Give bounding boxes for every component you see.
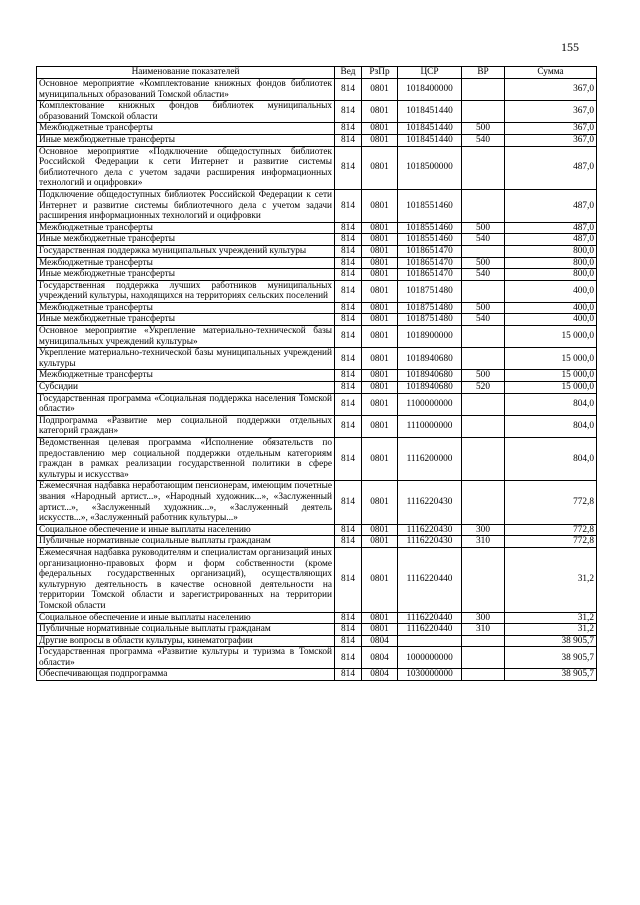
- row-name: Субсидии: [37, 382, 335, 394]
- row-vr: 540: [462, 314, 505, 326]
- row-ved: 814: [335, 326, 362, 348]
- row-rzpr: 0801: [362, 624, 398, 636]
- table-row: [37, 269, 597, 281]
- row-sum: 400,0: [505, 314, 597, 326]
- table-row: [37, 415, 597, 437]
- table-row: [37, 370, 597, 382]
- col-header-rzpr: РзПр: [362, 67, 398, 79]
- row-csr: 1018451440: [398, 134, 462, 146]
- row-ved: 814: [335, 189, 362, 222]
- row-ved: 814: [335, 370, 362, 382]
- row-name: Публичные нормативные социальные выплаты гражданам: [37, 624, 335, 636]
- col-header-ved: Вед: [335, 67, 362, 79]
- row-csr: 1116220440: [398, 547, 462, 612]
- row-name: Основное мероприятие «Укрепление материально-технической базы муниципальных учреждений культуры»: [37, 326, 335, 348]
- row-sum: 772,8: [505, 536, 597, 548]
- row-ved: 814: [335, 415, 362, 437]
- table-row: [37, 393, 597, 415]
- row-sum: 800,0: [505, 257, 597, 269]
- row-csr: 1116220430: [398, 481, 462, 524]
- row-sum: 487,0: [505, 234, 597, 246]
- row-vr: 310: [462, 624, 505, 636]
- table-header: [37, 67, 597, 79]
- row-rzpr: 0804: [362, 635, 398, 647]
- row-sum: 15 000,0: [505, 348, 597, 370]
- row-rzpr: 0804: [362, 669, 398, 681]
- row-vr: [462, 245, 505, 257]
- row-rzpr: 0801: [362, 314, 398, 326]
- header-row: [37, 67, 597, 79]
- table-row: [37, 101, 597, 123]
- row-sum: 15 000,0: [505, 382, 597, 394]
- row-rzpr: 0801: [362, 245, 398, 257]
- row-name: Межбюджетные трансферты: [37, 302, 335, 314]
- row-ved: 814: [335, 269, 362, 281]
- row-ved: 814: [335, 481, 362, 524]
- row-vr: [462, 326, 505, 348]
- table-row: [37, 257, 597, 269]
- row-name: Государственная поддержка лучших работников муниципальных учреждений культуры, находящихся на территориях сельских поселений: [37, 280, 335, 302]
- row-csr: 1018651470: [398, 245, 462, 257]
- table-row: [37, 612, 597, 624]
- row-rzpr: 0801: [362, 269, 398, 281]
- row-sum: 800,0: [505, 269, 597, 281]
- row-sum: 804,0: [505, 393, 597, 415]
- table-row: [37, 134, 597, 146]
- table-row: [37, 234, 597, 246]
- row-rzpr: 0801: [362, 146, 398, 189]
- row-sum: 487,0: [505, 146, 597, 189]
- table-row: [37, 146, 597, 189]
- row-vr: [462, 647, 505, 669]
- row-rzpr: 0801: [362, 393, 398, 415]
- table-row: [37, 647, 597, 669]
- row-csr: 1116220430: [398, 536, 462, 548]
- row-rzpr: 0804: [362, 647, 398, 669]
- row-sum: 804,0: [505, 438, 597, 481]
- row-csr: 1018940680: [398, 370, 462, 382]
- row-vr: [462, 348, 505, 370]
- row-ved: 814: [335, 79, 362, 101]
- row-vr: [462, 669, 505, 681]
- row-name: Социальное обеспечение и иные выплаты населению: [37, 524, 335, 536]
- row-name: Другие вопросы в области культуры, кинематографии: [37, 635, 335, 647]
- row-csr: 1018940680: [398, 382, 462, 394]
- row-sum: 31,2: [505, 612, 597, 624]
- row-name: Подключение общедоступных библиотек Российской Федерации к сети Интернет и развитие системы библиотечного дела с учетом задачи расширения информационных технологий и оцифровки: [37, 189, 335, 222]
- row-ved: 814: [335, 280, 362, 302]
- row-vr: [462, 415, 505, 437]
- row-csr: 1018900000: [398, 326, 462, 348]
- table-row: [37, 635, 597, 647]
- row-vr: 500: [462, 222, 505, 234]
- table-body: [37, 79, 597, 681]
- row-rzpr: 0801: [362, 382, 398, 394]
- table-row: [37, 547, 597, 612]
- row-vr: [462, 547, 505, 612]
- row-csr: 1018651470: [398, 269, 462, 281]
- row-rzpr: 0801: [362, 101, 398, 123]
- row-rzpr: 0801: [362, 79, 398, 101]
- row-vr: 310: [462, 536, 505, 548]
- row-sum: 15 000,0: [505, 326, 597, 348]
- row-sum: 31,2: [505, 624, 597, 636]
- row-csr: 1018751480: [398, 314, 462, 326]
- row-name: Межбюджетные трансферты: [37, 370, 335, 382]
- row-sum: 804,0: [505, 415, 597, 437]
- row-rzpr: 0801: [362, 326, 398, 348]
- table-row: [37, 280, 597, 302]
- row-rzpr: 0801: [362, 348, 398, 370]
- row-sum: 772,8: [505, 524, 597, 536]
- row-name: Укрепление материально-технической базы муниципальных учреждений культуры: [37, 348, 335, 370]
- row-sum: 400,0: [505, 280, 597, 302]
- row-csr: 1018400000: [398, 79, 462, 101]
- row-sum: 487,0: [505, 189, 597, 222]
- row-ved: 814: [335, 547, 362, 612]
- col-header-name: Наименование показателей: [37, 67, 335, 79]
- row-sum: 367,0: [505, 134, 597, 146]
- row-vr: [462, 189, 505, 222]
- row-ved: 814: [335, 647, 362, 669]
- row-ved: 814: [335, 524, 362, 536]
- row-name: Ведомственная целевая программа «Исполнение обязательств по предоставлению мер социальной поддержки отдельным категориям граждан в рамках реализации государственной политики в сфере культуры и искусства»: [37, 438, 335, 481]
- row-csr: 1030000000: [398, 669, 462, 681]
- table-row: [37, 438, 597, 481]
- row-sum: 487,0: [505, 222, 597, 234]
- row-vr: [462, 635, 505, 647]
- budget-table: [36, 66, 597, 681]
- row-csr: 1018551460: [398, 234, 462, 246]
- row-ved: 814: [335, 245, 362, 257]
- row-csr: 1116220440: [398, 612, 462, 624]
- row-rzpr: 0801: [362, 222, 398, 234]
- row-rzpr: 0801: [362, 134, 398, 146]
- row-sum: 31,2: [505, 547, 597, 612]
- row-csr: 1018551460: [398, 189, 462, 222]
- row-vr: [462, 481, 505, 524]
- row-ved: 814: [335, 669, 362, 681]
- row-name: Ежемесячная надбавка руководителям и специалистам организаций иных организационно-правовых форм и форм собственности (кроме федеральных государственных организаций), осуществляющих культурную деятельность в качестве основной деятельности на территории Томской области и зарегистрированных на территории Томской области: [37, 547, 335, 612]
- row-rzpr: 0801: [362, 370, 398, 382]
- row-vr: 500: [462, 123, 505, 135]
- table-row: [37, 481, 597, 524]
- row-ved: 814: [335, 302, 362, 314]
- table-row: [37, 314, 597, 326]
- table-row: [37, 536, 597, 548]
- row-rzpr: 0801: [362, 438, 398, 481]
- row-csr: 1018451440: [398, 101, 462, 123]
- row-csr: 1018451440: [398, 123, 462, 135]
- row-rzpr: 0801: [362, 536, 398, 548]
- row-sum: 367,0: [505, 101, 597, 123]
- row-rzpr: 0801: [362, 547, 398, 612]
- row-name: Публичные нормативные социальные выплаты гражданам: [37, 536, 335, 548]
- row-name: Иные межбюджетные трансферты: [37, 314, 335, 326]
- row-vr: 300: [462, 612, 505, 624]
- row-name: Межбюджетные трансферты: [37, 123, 335, 135]
- row-csr: 1018751480: [398, 280, 462, 302]
- table-row: [37, 524, 597, 536]
- row-sum: 38 905,7: [505, 647, 597, 669]
- row-sum: 400,0: [505, 302, 597, 314]
- row-csr: 1116220430: [398, 524, 462, 536]
- row-name: Межбюджетные трансферты: [37, 222, 335, 234]
- row-rzpr: 0801: [362, 612, 398, 624]
- row-csr: [398, 635, 462, 647]
- row-csr: 1116200000: [398, 438, 462, 481]
- row-ved: 814: [335, 438, 362, 481]
- row-sum: 15 000,0: [505, 370, 597, 382]
- row-rzpr: 0801: [362, 257, 398, 269]
- row-ved: 814: [335, 123, 362, 135]
- row-csr: 1018940680: [398, 348, 462, 370]
- row-vr: 540: [462, 269, 505, 281]
- row-sum: 38 905,7: [505, 635, 597, 647]
- row-vr: [462, 101, 505, 123]
- row-vr: 540: [462, 134, 505, 146]
- row-ved: 814: [335, 146, 362, 189]
- row-csr: 1018500000: [398, 146, 462, 189]
- row-rzpr: 0801: [362, 189, 398, 222]
- row-name: Государственная поддержка муниципальных учреждений культуры: [37, 245, 335, 257]
- row-name: Комплектование книжных фондов библиотек муниципальных образований Томской области: [37, 101, 335, 123]
- col-header-vr: ВР: [462, 67, 505, 79]
- row-name: Ежемесячная надбавка неработающим пенсионерам, имеющим почетные звания «Народный артист...», «Народный художник...», «Заслуженный артист...», «Заслуженный художник...», «Заслуженный деятель искусств...», «Заслуженный работник культуры...»: [37, 481, 335, 524]
- row-name: Социальное обеспечение и иные выплаты населению: [37, 612, 335, 624]
- table-row: [37, 302, 597, 314]
- row-csr: 1018751480: [398, 302, 462, 314]
- row-sum: 38 905,7: [505, 669, 597, 681]
- col-header-sum: Сумма: [505, 67, 597, 79]
- row-csr: 1000000000: [398, 647, 462, 669]
- row-sum: 367,0: [505, 79, 597, 101]
- row-rzpr: 0801: [362, 123, 398, 135]
- table-row: [37, 669, 597, 681]
- table-row: [37, 624, 597, 636]
- row-ved: 814: [335, 624, 362, 636]
- row-csr: 1018551460: [398, 222, 462, 234]
- table-row: [37, 382, 597, 394]
- table-row: [37, 326, 597, 348]
- row-name: Иные межбюджетные трансферты: [37, 269, 335, 281]
- row-sum: 800,0: [505, 245, 597, 257]
- row-ved: 814: [335, 234, 362, 246]
- row-ved: 814: [335, 101, 362, 123]
- row-vr: 520: [462, 382, 505, 394]
- table-row: [37, 222, 597, 234]
- row-name: Подпрограмма «Развитие мер социальной поддержки отдельных категорий граждан»: [37, 415, 335, 437]
- row-csr: 1100000000: [398, 393, 462, 415]
- row-vr: [462, 393, 505, 415]
- row-rzpr: 0801: [362, 302, 398, 314]
- row-name: Обеспечивающая подпрограмма: [37, 669, 335, 681]
- table-row: [37, 348, 597, 370]
- row-csr: 1110000000: [398, 415, 462, 437]
- row-vr: 500: [462, 370, 505, 382]
- row-rzpr: 0801: [362, 481, 398, 524]
- row-name: Государственная программа «Развитие культуры и туризма в Томской области»: [37, 647, 335, 669]
- row-csr: 1116220440: [398, 624, 462, 636]
- row-name: Основное мероприятие «Комплектование книжных фондов библиотек муниципальных образований Томской области»: [37, 79, 335, 101]
- row-csr: 1018651470: [398, 257, 462, 269]
- row-ved: 814: [335, 393, 362, 415]
- table-row: [37, 123, 597, 135]
- page-number: 155: [561, 40, 579, 54]
- row-rzpr: 0801: [362, 415, 398, 437]
- row-rzpr: 0801: [362, 280, 398, 302]
- row-name: Государственная программа «Социальная поддержка населения Томской области»: [37, 393, 335, 415]
- row-ved: 814: [335, 314, 362, 326]
- row-ved: 814: [335, 612, 362, 624]
- row-ved: 814: [335, 536, 362, 548]
- row-vr: 500: [462, 257, 505, 269]
- row-ved: 814: [335, 222, 362, 234]
- row-ved: 814: [335, 635, 362, 647]
- row-vr: [462, 438, 505, 481]
- row-vr: 540: [462, 234, 505, 246]
- row-sum: 367,0: [505, 123, 597, 135]
- row-rzpr: 0801: [362, 234, 398, 246]
- table-row: [37, 79, 597, 101]
- row-vr: 500: [462, 302, 505, 314]
- table-row: [37, 245, 597, 257]
- row-ved: 814: [335, 257, 362, 269]
- col-header-csr: ЦСР: [398, 67, 462, 79]
- row-vr: [462, 146, 505, 189]
- table-row: [37, 189, 597, 222]
- row-name: Основное мероприятие «Подключение общедоступных библиотек Российской Федерации к сети Интернет и развитие системы библиотечного дела с учетом задачи расширения информационных технологий и оцифровки»: [37, 146, 335, 189]
- row-rzpr: 0801: [362, 524, 398, 536]
- row-vr: [462, 79, 505, 101]
- row-sum: 772,8: [505, 481, 597, 524]
- row-name: Межбюджетные трансферты: [37, 257, 335, 269]
- row-name: Иные межбюджетные трансферты: [37, 234, 335, 246]
- row-ved: 814: [335, 134, 362, 146]
- row-ved: 814: [335, 348, 362, 370]
- row-vr: [462, 280, 505, 302]
- row-ved: 814: [335, 382, 362, 394]
- row-name: Иные межбюджетные трансферты: [37, 134, 335, 146]
- row-vr: 300: [462, 524, 505, 536]
